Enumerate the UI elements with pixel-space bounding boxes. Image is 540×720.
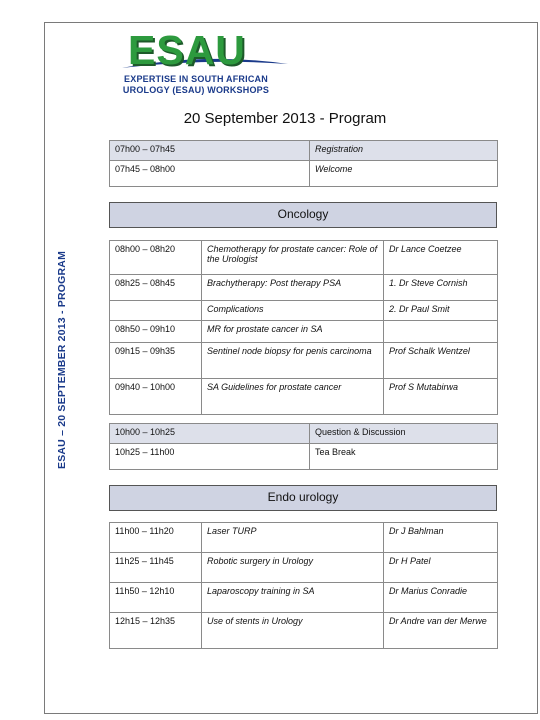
time-cell: 10h00 – 10h25 [110,424,310,444]
topic-cell: SA Guidelines for prostate cancer [202,379,384,415]
topic-cell: Use of stents in Urology [202,613,384,649]
event-cell: Tea Break [310,444,498,470]
speaker-cell: Prof S Mutabirwa [384,379,498,415]
table-row [110,523,498,553]
time-cell: 11h25 – 11h45 [110,553,202,583]
table-row [110,553,498,583]
section-header-endo-urology: Endo urology [109,485,497,511]
topic-cell: Chemotherapy for prostate cancer: Role of the Urologist [202,241,384,275]
table-row [110,161,498,187]
table-row [110,444,498,470]
event-cell: Welcome [310,161,498,187]
time-cell: 08h25 – 08h45 [110,275,202,301]
event-cell: Question & Discussion [310,424,498,444]
table-row [110,241,498,275]
event-cell: Registration [310,141,498,161]
time-cell: 08h00 – 08h20 [110,241,202,275]
time-cell [110,301,202,321]
topic-cell: Robotic surgery in Urology [202,553,384,583]
endo-table [109,522,498,649]
table-row [110,275,498,301]
table-row [110,613,498,649]
section-header-oncology: Oncology [109,202,497,228]
table-row [110,301,498,321]
table-row [110,141,498,161]
topic-cell: Complications [202,301,384,321]
time-cell: 12h15 – 12h35 [110,613,202,649]
speaker-cell: Dr Lance Coetzee [384,241,498,275]
time-cell: 11h00 – 11h20 [110,523,202,553]
table-row [110,321,498,343]
time-cell: 08h50 – 09h10 [110,321,202,343]
speaker-cell: Dr H Patel [384,553,498,583]
time-cell: 11h50 – 12h10 [110,583,202,613]
opening-table [109,140,498,187]
time-cell: 09h15 – 09h35 [110,343,202,379]
topic-cell: Laparoscopy training in SA [202,583,384,613]
logo-subtitle-line1: EXPERTISE IN SOUTH AFRICAN [124,74,268,84]
side-title-text: ESAU – 20 SEPTEMBER 2013 - PROGRAM [56,250,68,470]
oncology-table [109,240,498,415]
table-row [110,379,498,415]
topic-cell: Sentinel node biopsy for penis carcinoma [202,343,384,379]
esau-logo [106,28,286,98]
speaker-cell: Dr Andre van der Merwe [384,613,498,649]
table-row [110,424,498,444]
logo-subtitle-line2: UROLOGY (ESAU) WORKSHOPS [122,85,270,95]
page-title: 20 September 2013 - Program [183,110,387,127]
time-cell: 09h40 – 10h00 [110,379,202,415]
speaker-cell [384,321,498,343]
table-row [110,343,498,379]
topic-cell: MR for prostate cancer in SA [202,321,384,343]
logo-word: ESAU [128,27,246,73]
speaker-cell: Dr Marius Conradie [384,583,498,613]
topic-cell: Brachytherapy: Post therapy PSA [202,275,384,301]
time-cell: 07h00 – 07h45 [110,141,310,161]
table-row [110,583,498,613]
breaks-table [109,423,498,470]
side-title [52,220,72,500]
speaker-cell: Dr J Bahlman [384,523,498,553]
speaker-cell: Prof Schalk Wentzel [384,343,498,379]
topic-cell: Laser TURP [202,523,384,553]
time-cell: 07h45 – 08h00 [110,161,310,187]
speaker-cell: 2. Dr Paul Smit [384,301,498,321]
time-cell: 10h25 – 11h00 [110,444,310,470]
speaker-cell: 1. Dr Steve Cornish [384,275,498,301]
